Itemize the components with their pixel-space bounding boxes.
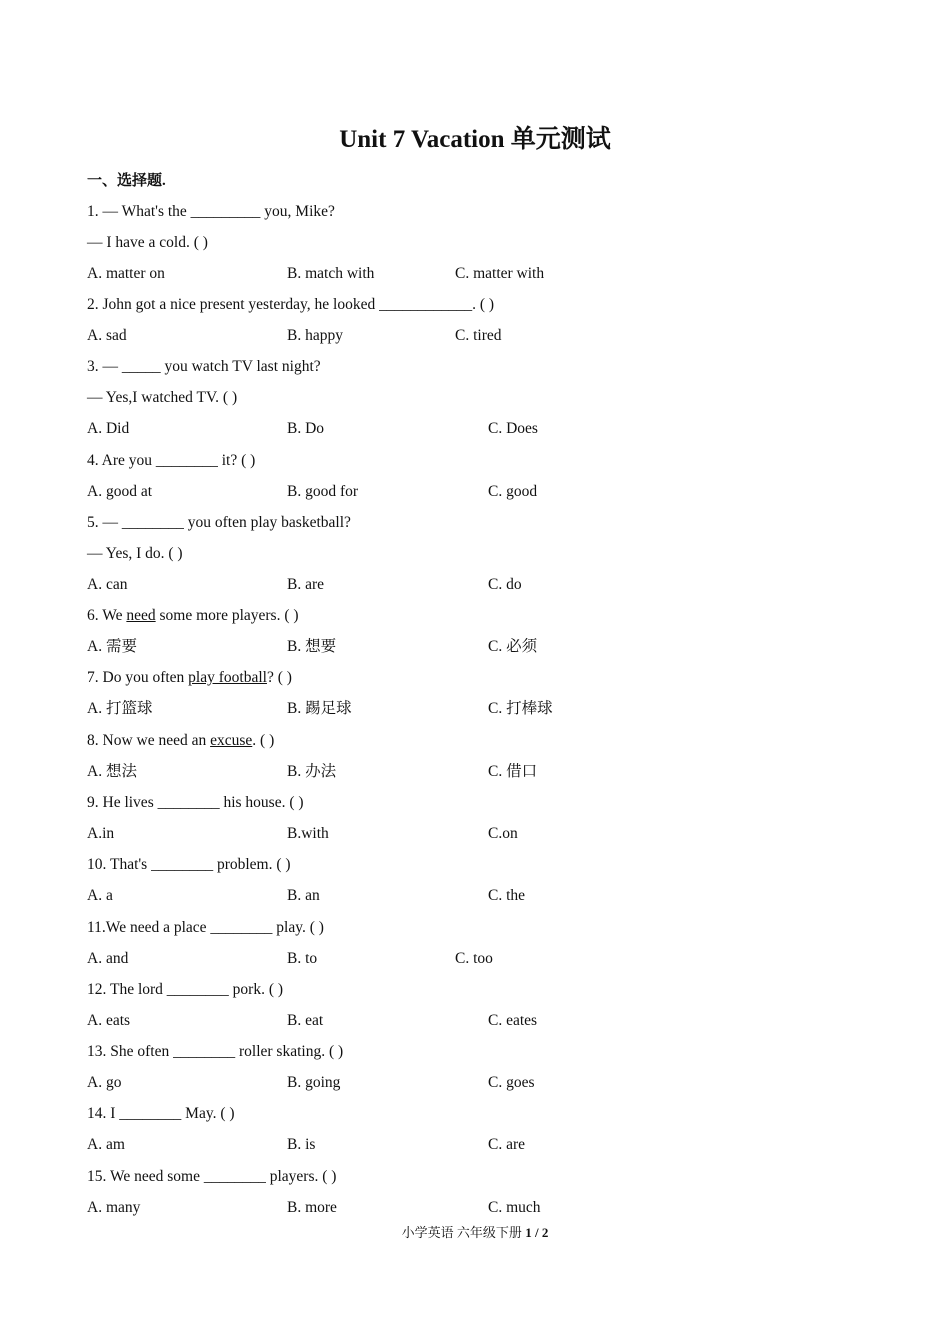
q6-text-pre: 6. We <box>87 607 127 624</box>
page-footer <box>0 1223 950 1243</box>
page-number: 1 <box>525 1225 532 1240</box>
q4-option-a: A. good at <box>87 483 153 500</box>
q6-option-b: B. 想要 <box>287 638 337 655</box>
q9-option-b: B.with <box>287 825 329 842</box>
question-5-answer-line: — Yes, I do. ( ) <box>87 545 183 562</box>
question-5: 5. — ________ you often play basketball? <box>87 514 351 531</box>
q15-option-a: A. many <box>87 1199 141 1216</box>
q7-option-c: C. 打棒球 <box>488 700 553 717</box>
q2-option-c: C. tired <box>455 327 502 344</box>
question-8 <box>87 730 274 752</box>
q6-text-post: some more players. ( ) <box>155 607 299 624</box>
q11-option-a: A. and <box>87 950 129 967</box>
q4-option-c: C. good <box>488 483 538 500</box>
q12-option-a: A. eats <box>87 1012 131 1029</box>
q7-underlined-word: play football <box>188 669 267 686</box>
q7-text-pre: 7. Do you often <box>87 669 189 686</box>
footer-text: 小学英语 六年级下册 <box>401 1225 526 1240</box>
q14-option-c: C. are <box>488 1136 526 1153</box>
page-total: 2 <box>541 1225 549 1240</box>
question-3: 3. — _____ you watch TV last night? <box>87 358 321 375</box>
question-11: 11.We need a place ________ play. ( ) <box>87 919 324 936</box>
question-3-answer-line: — Yes,I watched TV. ( ) <box>87 389 238 406</box>
q10-option-a: A. a <box>87 887 113 904</box>
page-separator: / <box>531 1225 542 1240</box>
q5-option-b: B. are <box>287 576 325 593</box>
q1-option-a: A. matter on <box>87 265 165 282</box>
q8-option-a: A. 想法 <box>87 763 137 780</box>
question-15: 15. We need some ________ players. ( ) <box>87 1168 337 1185</box>
question-13: 13. She often ________ roller skating. ( ) <box>87 1043 344 1060</box>
question-7 <box>87 667 292 689</box>
question-10: 10. That's ________ problem. ( ) <box>87 856 291 873</box>
q3-option-a: A. Did <box>87 420 130 437</box>
q8-option-c: C. 借口 <box>488 763 538 780</box>
page-title: Unit 7 Vacation 单元测试 <box>339 126 611 153</box>
q14-option-a: A. am <box>87 1136 125 1153</box>
section-heading: 一、选择题. <box>87 173 166 189</box>
q7-option-a: A. 打篮球 <box>87 700 153 717</box>
q5-option-c: C. do <box>488 576 522 593</box>
question-2: 2. John got a nice present yesterday, he looked ____________. ( ) <box>87 296 495 313</box>
q9-option-c: C.on <box>488 825 518 842</box>
q8-option-b: B. 办法 <box>287 763 337 780</box>
q13-option-b: B. going <box>287 1074 341 1091</box>
q13-option-a: A. go <box>87 1074 122 1091</box>
q3-option-c: C. Does <box>488 420 538 437</box>
q4-option-b: B. good for <box>287 483 359 500</box>
q9-option-a: A.in <box>87 825 115 842</box>
q1-option-c: C. matter with <box>455 265 545 282</box>
q12-option-b: B. eat <box>287 1012 324 1029</box>
q8-text-post: . ( ) <box>252 732 275 749</box>
q8-text-pre: 8. Now we need an <box>87 732 211 749</box>
q2-option-b: B. happy <box>287 327 343 344</box>
question-1-answer-line: — I have a cold. ( ) <box>87 234 208 251</box>
q13-option-c: C. goes <box>488 1074 535 1091</box>
question-6 <box>87 605 299 627</box>
question-1: 1. — What's the _________ you, Mike? <box>87 203 335 220</box>
q7-option-b: B. 踢足球 <box>287 700 352 717</box>
question-4: 4. Are you ________ it? ( ) <box>87 452 256 469</box>
q10-option-c: C. the <box>488 887 526 904</box>
q7-text-post: ? ( ) <box>266 669 292 686</box>
q15-option-b: B. more <box>287 1199 337 1216</box>
q10-option-b: B. an <box>287 887 320 904</box>
question-14: 14. I ________ May. ( ) <box>87 1105 235 1122</box>
q11-option-b: B. to <box>287 950 318 967</box>
q11-option-c: C. too <box>455 950 493 967</box>
question-9: 9. He lives ________ his house. ( ) <box>87 794 304 811</box>
q6-option-a: A. 需要 <box>87 638 137 655</box>
q5-option-a: A. can <box>87 576 128 593</box>
q12-option-c: C. eates <box>488 1012 538 1029</box>
q15-option-c: C. much <box>488 1199 541 1216</box>
q6-underlined-word: need <box>126 607 156 624</box>
q8-underlined-word: excuse <box>210 732 253 749</box>
q3-option-b: B. Do <box>287 420 325 437</box>
q1-option-b: B. match with <box>287 265 375 282</box>
q2-option-a: A. sad <box>87 327 127 344</box>
q6-option-c: C. 必须 <box>488 638 538 655</box>
question-12: 12. The lord ________ pork. ( ) <box>87 981 284 998</box>
q14-option-b: B. is <box>287 1136 316 1153</box>
